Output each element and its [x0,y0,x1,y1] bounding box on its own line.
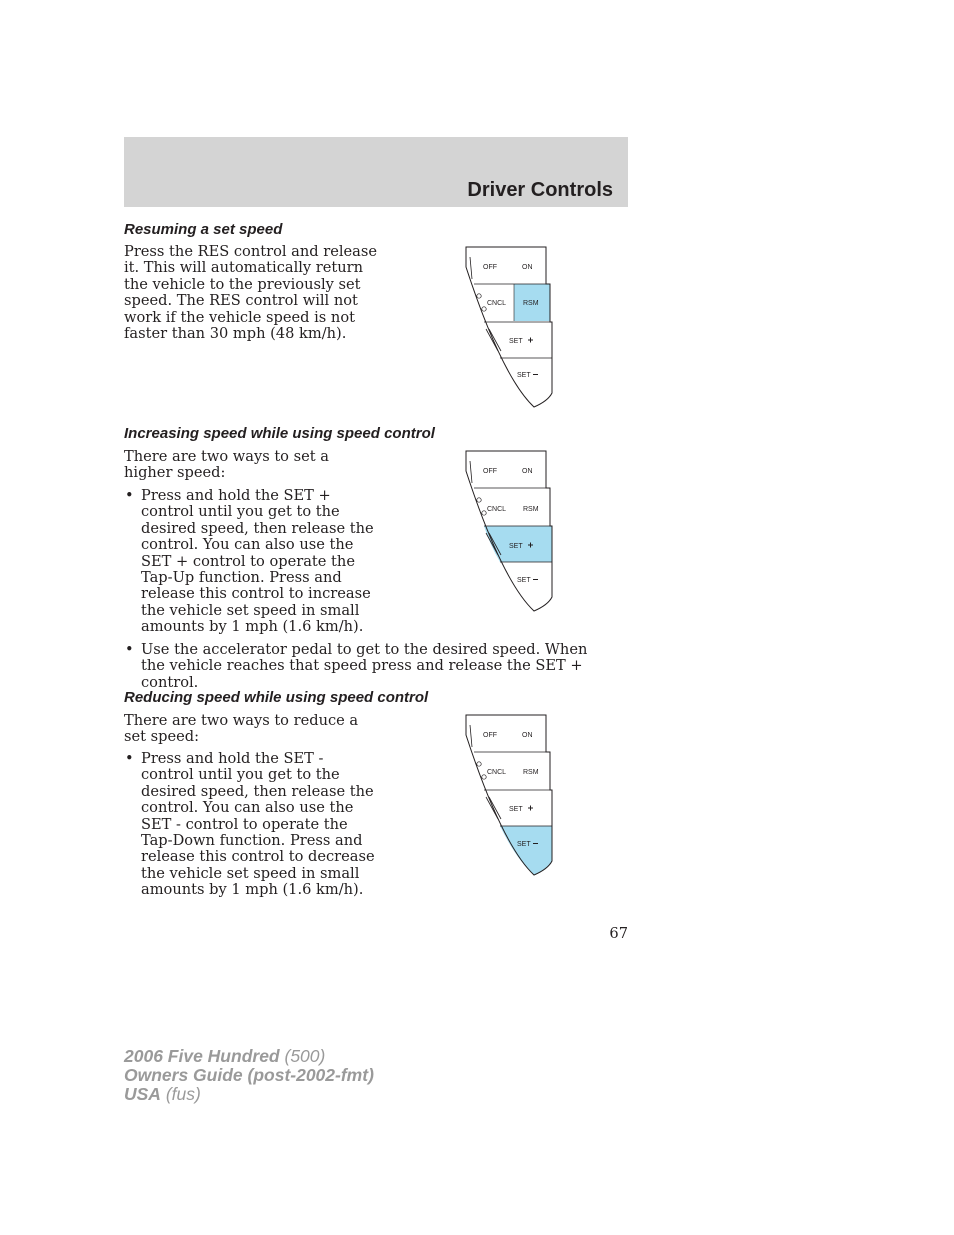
speed-control-diagram-resume [462,245,558,411]
list-item: • Press and hold the SET + control until you get to the desired speed, then release the control. You can also use the SET + control to operate the Tap-Up function. Press and release this control to increase the vehicle set speed in small amounts by 1 mph (1.6 km/h). [125,487,374,636]
rsm-label: RSM [523,300,539,307]
off-label: OFF [483,264,497,271]
reduce-bullet-list [124,751,379,899]
cncl-label: CNCL [487,769,507,776]
on-label: ON [522,732,533,739]
on-label: ON [522,468,533,475]
increase-bullet-list-1 [124,488,379,636]
reduce-intro: There are two ways to reduce a set speed: [124,712,359,746]
plus-icon [528,806,533,811]
set-minus-label: SET [517,372,531,379]
set-plus-label: SET [509,806,523,813]
set-plus-label: SET [509,543,523,550]
off-label: OFF [483,732,497,739]
list-item: • Use the accelerator pedal to get to the desired speed. When the vehicle reaches that speed press and release the SET + control. [125,641,588,691]
set-minus-label: SET [517,577,531,584]
list-item: • Press and hold the SET - control until you get to the desired speed, then release the control. You can also use the SET - control to operate the Tap-Down function. Press and release this control to decrease the vehicle set speed in small amounts by 1 mph (1.6 km/h). [125,750,375,899]
speed-control-diagram-increase [462,449,558,615]
off-label: OFF [483,468,497,475]
on-label: ON [522,264,533,271]
resume-body: Press the RES control and release it. This will automatically return the vehicle to the previously set speed. The RES control will not work if the vehicle speed is not faster than 30 mph (48 km/h). [124,243,377,343]
header-band [124,137,628,207]
control-outline [466,247,552,407]
cncl-label: CNCL [487,300,507,307]
increase-intro: There are two ways to set a higher speed: [124,448,329,482]
footer-line-3: USA (fus) [124,1084,201,1104]
cncl-label: CNCL [487,506,507,513]
rsm-label: RSM [523,506,539,513]
footer [124,1047,374,1104]
plus-icon [528,338,533,343]
set-plus-label: SET [509,338,523,345]
page-number: 67 [609,925,628,942]
speed-control-diagram-reduce [462,713,558,879]
heading-resume: Resuming a set speed [124,221,283,238]
footer-line-2: Owners Guide (post-2002-fmt) [124,1065,374,1085]
footer-line-1: 2006 Five Hundred (500) [124,1046,326,1066]
heading-reduce: Reducing speed while using speed control [124,689,429,706]
set-minus-highlight [500,826,552,875]
increase-bullet-list-2 [124,642,594,691]
set-minus-label: SET [517,841,531,848]
rsm-label: RSM [523,769,539,776]
page-title: Driver Controls [467,179,613,201]
heading-increase: Increasing speed while using speed control [124,425,435,442]
